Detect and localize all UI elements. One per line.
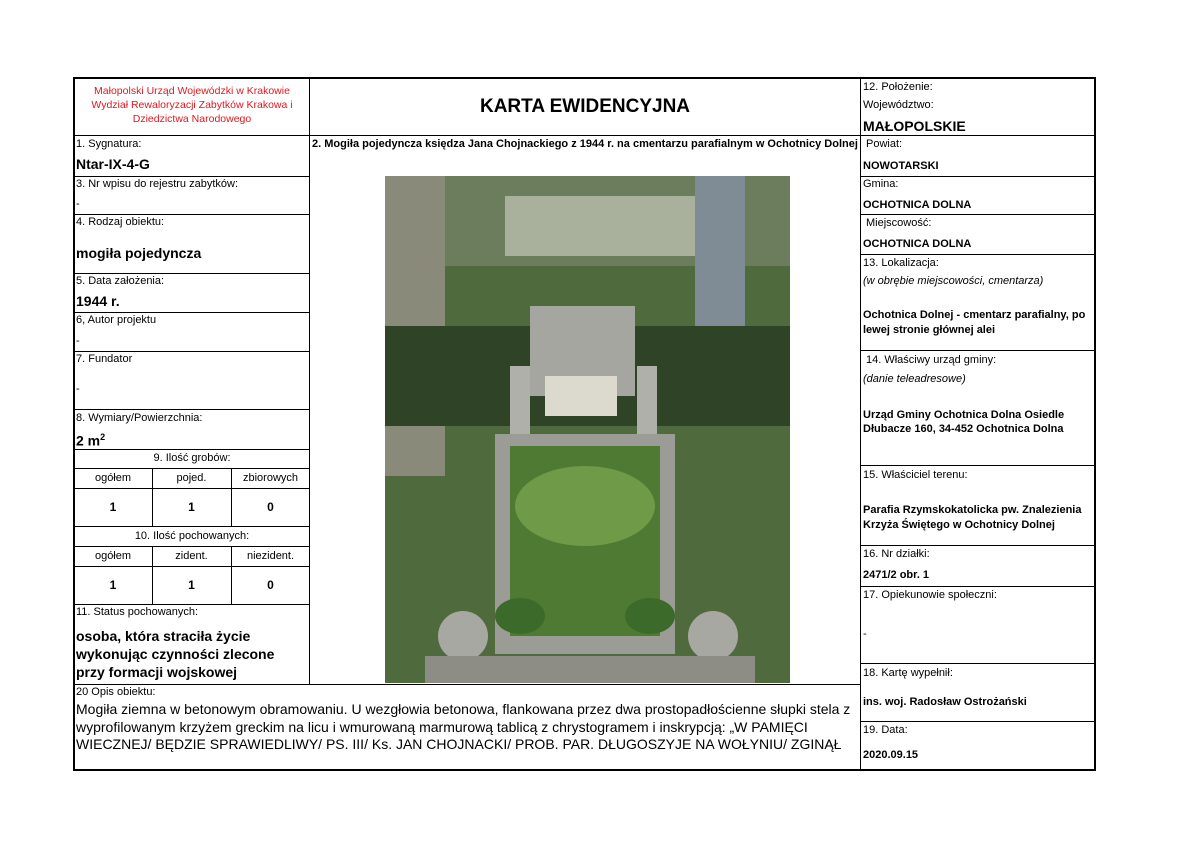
object-type-value: mogiła pojedyncza [76,245,202,261]
register-value: - [76,198,80,210]
graves-total-value: 1 [109,500,117,514]
f13-note: (w obrębie miejscowości, cmentarza) [863,275,1044,287]
f17-label: 17. Opiekunowie społeczni: [863,589,997,601]
f5-label: 5. Data założenia: [76,275,165,287]
page-title: KARTA EWIDENCYJNA [479,96,691,117]
voivodeship-label: Województwo: [863,99,934,111]
buried-total-value: 1 [109,578,117,592]
f20-label: 20 Opis obiektu: [76,686,156,698]
grave-photo [385,176,790,683]
f15-label: 15. Właściciel terenu: [863,469,968,481]
locality-label: Miejscowość: [866,217,932,229]
f13-label: 13. Lokalizacja: [863,257,939,269]
graves-single-header: pojed. [176,472,207,484]
author-value: - [76,335,80,347]
f6-label: 6, Autor projektu [76,314,157,326]
f9-label: 9. Ilość grobów: [153,452,231,464]
caretakers-value: - [863,628,867,640]
filled-by-value: ins. woj. Radosław Ostrożański [863,696,1027,708]
object-title: 2. Mogiła pojedyncza księdza Jana Chojnackiego z 1944 r. na cmentarzu parafialnym w Ochotnicy Dolnej [312,138,858,150]
f19-label: 19. Data: [863,724,908,736]
f12-label: 12. Położenie: [863,81,933,93]
land-owner-value: Parafia Rzymskokatolicka pw. Znalezienia Krzyża Świętego w Ochotnicy Dolnej [863,504,1082,531]
object-description: Mogiła ziemna w betonowym obramowaniu. U wezgłowia betonowa, flankowana przez dwa prostopadłościenne słupki stela z wyprofilowanym krzyżem greckim na licu i wmurowaną marmurową tablicą z chrystogramem i inskrypcją: „W PAMIĘCI WIECZNEJ/ BĘDZIE SPRAWIEDLIWY/ PS. III/ Ks. JAN CHOJNACKI/ PROB. PAR. DŁUGOSZYJE NA WOŁYNIU/ ZGINĄŁ [76,701,851,752]
commune-value: OCHOTNICA DOLNA [863,199,972,211]
date-value: 2020.09.15 [863,749,919,761]
institution-name: Małopolski Urząd Wojewódzki w Krakowie Wydział Rewaloryzacji Zabytków Krakowa i Dziedzictwa Narodowego [91,85,293,125]
f1-label: 1. Sygnatura: [76,138,142,150]
buried-total-header: ogółem [94,550,132,562]
graves-single-value: 1 [188,500,195,514]
grave-photo-illustration [385,176,790,683]
status-buried-value: osoba, która straciła życie wykonując czynności zlecone przy formacji wojskowej [76,628,275,680]
divider-left [309,78,310,684]
f14-note: (danie teleadresowe) [863,373,966,385]
district-value: NOWOTARSKI [863,160,939,172]
buried-unidentified-header: niezident. [246,550,295,562]
date-founded-value: 1944 r. [76,293,120,309]
f14-label: 14. Właściwy urząd gminy: [866,354,997,366]
signature-value: Ntar-IX-4-G [76,156,150,172]
divider-right [860,78,861,770]
locality-value: OCHOTNICA DOLNA [863,238,972,250]
f7-label: 7. Fundator [76,353,133,365]
dimensions-value: 2 $m^2$ [76,432,106,449]
graves-total-header: ogółem [94,472,132,484]
voivodeship-value: MAŁOPOLSKIE [863,118,966,134]
municipal-office-value: Urząd Gminy Ochotnica Dolna Osiedle Dłubacze 160, 34-452 Ochotnica Dolna [863,409,1065,435]
location-value: Ochotnica Dolnej - cmentarz parafialny, po lewej stronie głównej alei [863,309,1086,336]
buried-identified-header: zident. [175,550,208,562]
buried-identified-value: 1 [188,578,195,592]
f18-label: 18. Kartę wypełnił: [863,667,953,679]
buried-unidentified-value: 0 [267,578,274,592]
f3-label: 3. Nr wpisu do rejestru zabytków: [76,178,239,190]
district-label: Powiat: [866,138,903,150]
founder-value: - [76,383,80,395]
f16-label: 16. Nr działki: [863,548,930,560]
f4-label: 4. Rodzaj obiektu: [76,216,165,228]
graves-collective-header: zbiorowych [242,472,299,484]
f8-label: 8. Wymiary/Powierzchnia: [76,412,203,424]
f11-label: 11. Status pochowanych: [76,606,199,618]
plot-number-value: 2471/2 obr. 1 [863,569,930,581]
graves-collective-value: 0 [267,500,274,514]
commune-label: Gmina: [863,178,899,190]
f10-label: 10. Ilość pochowanych: [134,530,250,542]
